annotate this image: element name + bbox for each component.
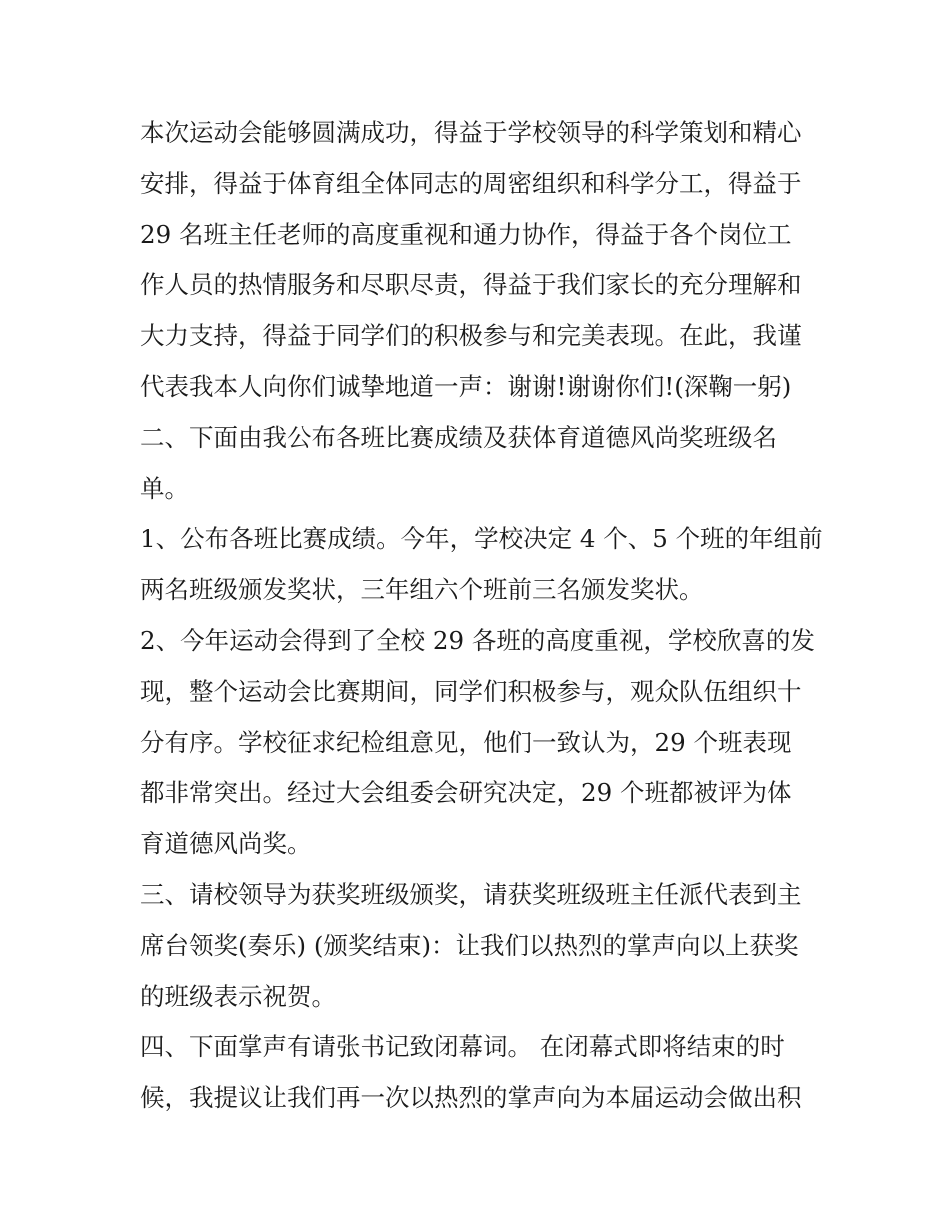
text-line: 29 名班主任老师的高度重视和通力协作，得益于各个岗位工 [140,219,792,249]
text-line: 大力支持，得益于同学们的积极参与和完美表现。在此，我谨 [140,321,802,351]
section-heading-2: 二、下面由我公布各班比赛成绩及获体育道德风尚奖班级名 [140,422,777,452]
text-line: 的班级表示祝贺。 [140,981,336,1011]
text-line: 代表我本人向你们诚挚地道一声：谢谢!谢谢你们!(深鞠一躬) [140,371,792,401]
list-item-1: 1、公布各班比赛成绩。今年，学校决定 4 个、5 个班的年组前 [140,524,823,554]
text-line: 作人员的热情服务和尽职尽责，得益于我们家长的充分理解和 [140,270,802,300]
text-line: 都非常突出。经过大会组委会研究决定，29 个班都被评为体 [140,778,792,808]
text-line: 现，整个运动会比赛期间，同学们积极参与，观众队伍组织十 [140,676,802,706]
section-heading-3: 三、请校领导为获奖班级颁奖，请获奖班级班主任派代表到主 [140,879,802,909]
text-line: 分有序。学校征求纪检组意见，他们一致认为，29 个班表现 [140,727,792,757]
text-line: 两名班级颁发奖状，三年组六个班前三名颁发奖状。 [140,575,704,605]
text-line: 单。 [140,473,189,503]
text-line: 本次运动会能够圆满成功，得益于学校领导的科学策划和精心 [140,118,802,147]
section-heading-4: 四、下面掌声有请张书记致闭幕词。 在闭幕式即将结束的时 [140,1032,785,1062]
text-line: 候，我提议让我们再一次以热烈的掌声向为本届运动会做出积 [140,1083,802,1113]
text-line: 育道德风尚奖。 [140,829,312,859]
document-body [140,108,823,1124]
text-line: 席台领奖(奏乐) (颁奖结束)：让我们以热烈的掌声向以上获奖 [140,930,799,960]
text-line: 安排，得益于体育组全体同志的周密组织和科学分工，得益于 [140,168,802,198]
list-item-2: 2、今年运动会得到了全校 29 各班的高度重视，学校欣喜的发 [140,625,815,655]
